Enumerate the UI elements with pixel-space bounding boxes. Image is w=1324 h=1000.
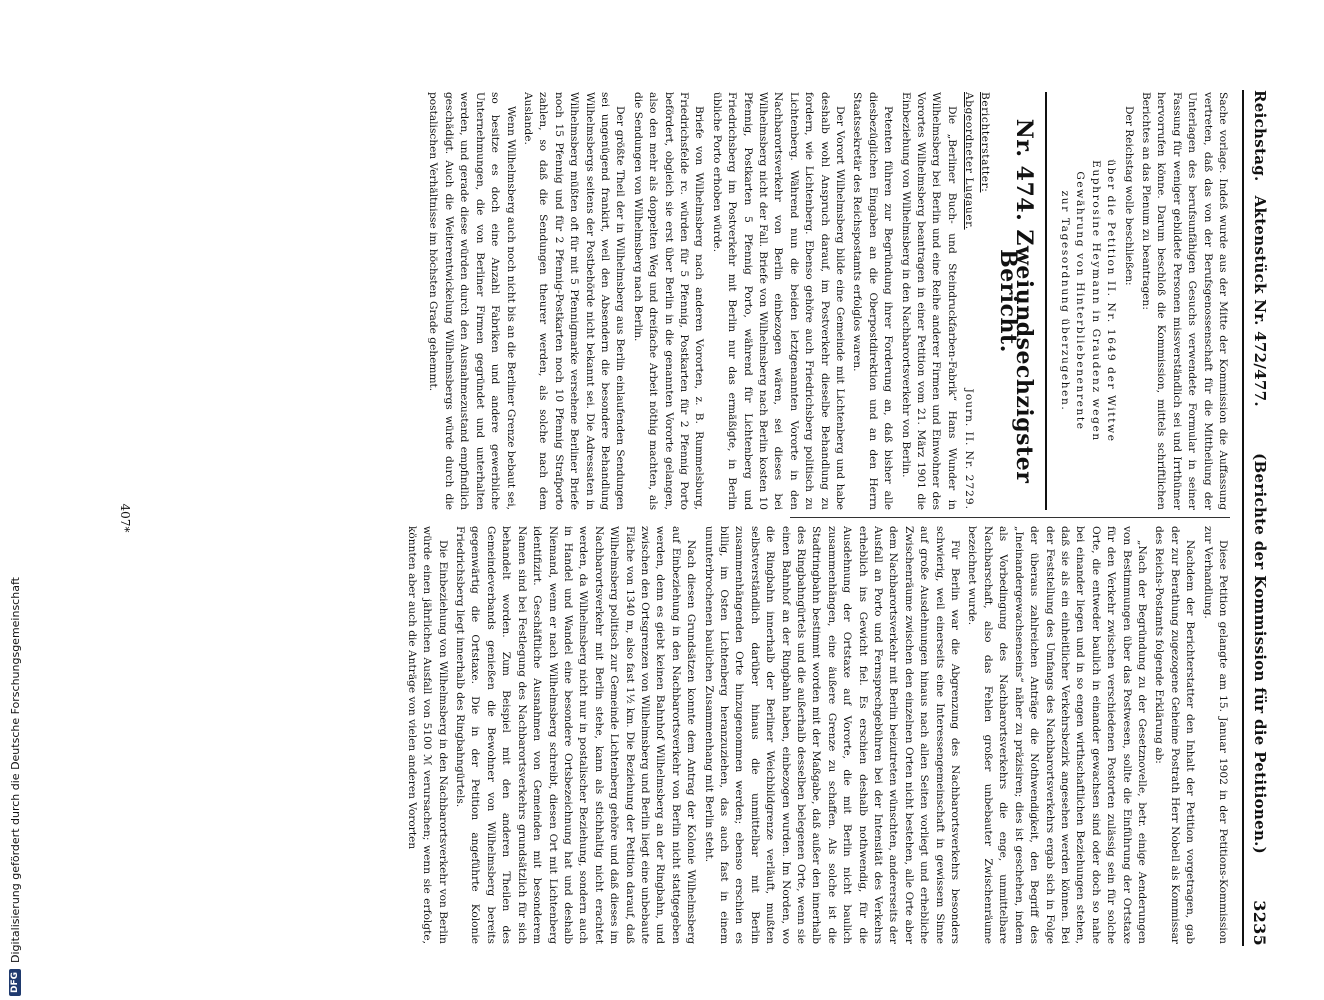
resolution-line: Der Reichstag wolle beschließen: [1122, 106, 1135, 286]
digitization-credit [2, 0, 28, 1000]
body-paragraph: „Nach der Begründung zu der Gesetznovelle, betr. einige Aenderungen von Bestimmungen über das Postwesen, sollte die Einführung der Ortstaxe für den Verkehr zwischen verschiedenen Postorten zulässig sein für solche Orte, die entweder baulich in einander gewachsen sind oder doch so nahe bei einander liegen und in so engen wirthschaftlichen Beziehungen stehen, daß sie als ein einheitlicher Verkehrsbezirk angesehen werden können. Bei der Feststellung des Umfangs des Nachbarortsverkehrs ergab sich in Folge der überaus zahlreichen Anträge die Nothwendigkeit, den Begriff des „Ineinandergewachsenseins“ näher zu präzisiren; dies ist geschehen, indem als Vorbedingung des Nachbarortsverkehrs die enge, unmittelbare Nachbarschaft, also das Fehlen großer unbebauter Zwischenräume bezeichnet wurde. [966, 526, 1148, 944]
rapporteur-label: Berichterstatter: [978, 92, 991, 193]
credit-strip [2, 0, 28, 1000]
body-paragraph: Für Berlin war die Abgrenzung des Nachbarortsverkehrs besonders schwierig, weil einerseits eine Interessengemeinschaft in gewissem Sinne auf große Ausdehnungen hinaus nach allen Seiten vorliegt und erhebliche Zwischenräume zwischen den einzelnen Orten nicht bestehen, alle Orte aber dem Nachbarortsverkehr mit Berlin beizutreten wünschten, andererseits der Ausfall an Porto und Fernsprechgebühren bei der Intensität des Verkehrs erheblich ins Gewicht fiel. Es erschien deshalb nothwendig, für die Ausdehnung der Ortstaxe auf Vororte, die mit Berlin nicht baulich zusammenhängen, eine äußere Grenze zu schaffen. Als solche ist die Stadtringbahn bestimmt worden mit der Maßgabe, daß außer den innerhalb des Ringbahngürtels und die außerhalb desselben belegenen Orte, wenn sie einen Bahnhof an der Ringbahn haben, einbezogen wurden. Im Norden, wo die Ringbahn innerhalb der Berliner Weichbildgrenze verläuft, mußten selbstverständlich darüber hinaus die unmittelbar mit Berlin zusammenhängenden Orte hinzugenommen werden; ebenso erschien es billig, im Osten Lichtenberg heranzuziehen, das auch fast in einem ununterbrochenen baulichen Zusammenhang mit Berlin steht. [702, 526, 962, 944]
body-paragraph: Der größte Theil der in Wilhelmsberg aus Berlin einlaufenden Sendungen sei ungenügend frankirt, weil den Absendern die besondere Behandlung Wilhelmsbergs seitens der Postbehörde nicht bekannt sei. Die Adressaten in Wilhelmsberg müßten oft für mit 5 Pfennigmarke versehene Berliner Briefe noch 15 Pfennig und für 2 Pfennig-Postkarten noch 10 Pfennig Strafporto zahlen, so daß die Sendungen theurer werden, als solche nach dem Auslande. [521, 92, 627, 510]
petition-block [1057, 116, 1119, 486]
body-paragraph: Der Vorort Wilhelmsberg bilde eine Gemeinde mit Lichtenberg und habe deshalb wohl Anspruch darauf, im Postverkehr dieselbe Behandlung zu fordern, wie Lichtenberg. Ebenso gehöre auch Friedrichsberg politisch zu Lichtenberg. Während nun die beiden letztgenannten Vororte in den Nachbarortsverkehr von Berlin einbezogen wären, sei dieses bei Wilhelmsberg nicht der Fall. Briefe von Wilhelmsberg nach Berlin kosten 10 Pfennig, Postkarten 5 Pfennig Porto, während für Lichtenberg und Friedrichsberg im Postverkehr mit Berlin nur das ermäßigte, in Berlin übliche Porto erhoben würde. [710, 92, 847, 510]
rapporteur-name: Abgeordneter Lugauer. [963, 92, 976, 230]
petition-line: über die Petition II. Nr. 1649 der Wittwe [1105, 159, 1118, 443]
journal-reference: Journ. II. Nr. 2729. [963, 388, 976, 510]
body-paragraph: Nachdem der Berichterstatter den Inhalt der Petition vorgetragen, gab der zur Berathung zugezogene Geheime Postrath Herr Nobell als Kommissar des Reichs-Postamts folgende Erklärung ab: [1153, 526, 1197, 944]
right-column [401, 526, 1230, 944]
column-divider [790, 517, 1230, 518]
header-section: (Berichte der Kommission für die Petitionen.) [1251, 453, 1269, 855]
header-left [1251, 90, 1269, 407]
rapporteur-row [961, 92, 992, 510]
petition-line: Gewährung von Hinterbliebenenrente [1074, 171, 1087, 431]
body-paragraph: Briefe von Wilhelmsberg nach anderen Vororten, z. B. Rummelsburg, Friedrichsfelde rc. würden für 5 Pfennig, Postkarten für 2 Pfennig Porto befördert, obgleich sie erst über Berlin in die genannten Vororte gelangen, also den mehr als doppelten Weg und dreifache Arbeit nöthig machten, als die Sendungen von Wilhelmsberg nach Berlin. [631, 92, 706, 510]
section-title: Nr. 474. Zweiundsechzigster Bericht. [1000, 92, 1047, 510]
body-paragraph: Nach diesen Grundsätzen konnte dem Antrag der Kolonie Wilhelmsberg auf Einbeziehung in den Nachbarortsverkehr von Berlin nicht stattgegeben werden, denn es giebt keinen Bahnhof Wilhelmsberg an der Ringbahn, und zwischen den Ortsgrenzen von Wilhelmsberg und Berlin liegt eine unbebaute Fläche von 1340 m, also fast 1½ km. Die Beziehung der Petition darauf, daß Wilhelmsberg politisch zur Gemeinde Lichtenberg gehöre und daß dieses im Nachbarortsverkehr mit Berlin stehe, kann als stichhaltig nicht erachtet werden, da Wilhelmsberg nicht nur in postalischer Beziehung, sondern auch in Handel und Wandel eine besondere Ortsbezeichnung hat und deshalb Niemand, wenn er nach Wilhelmsberg schreibt, diesen Ort mit Lichtenberg identifizirt. Geschäftliche Ausnahmen von Gemeinden mit besonderem Namen sind bei Festlegung des Nachbarortsverkehrs grundsätzlich für sich behandelt worden. Zum Beispiel mit den anderen Theilen des Gemeindeverbands genießen die Bewohner von Wilhelmsberg bereits gegenwärtig die Ortstaxe. Die in der Petition angeführte Kolonie Friedrichsberg liegt innerhalb des Ringbahngürtels. [454, 526, 698, 944]
body-paragraph: Wenn Wilhelmsberg auch noch nicht bis an die Berliner Grenze bebaut sei, so besitze es doch eine Anzahl Fabriken und andere gewerbliche Unternehmungen, die von Berliner Firmen gegründet und unterhalten werden, und gerade diese würden durch den Ausnahmezustand empfindlich geschädigt. Auch die Weiterentwickelung Wilhelmsbergs würde durch die postalischen Verhältnisse im höchsten Grade gehemmt. [427, 92, 517, 510]
page-header [1242, 90, 1276, 946]
petition-line: Euphrosine Heymann in Graudenz wegen [1089, 160, 1102, 442]
credit-text: Digitalisierung gefördert durch die Deutsche Forschungsgemeinschaft [8, 577, 22, 963]
dfg-logo: DFG [9, 969, 21, 996]
header-reichstag: Reichstag. [1251, 90, 1269, 182]
intro-paragraph: Sache vorlage. Indeß wurde aus der Mitte der Kommission die Auffassung vertreten, daß das von der Berufsgenossenschaft für die Mittheilung der Unterlagen des berufsunfähigen Gesuchs verwendete Formular in seiner Fassung für weniger gebildete Personen missverständlich sei und Irrthümer hervorrufen könne. Darum beschloß die Kommission, mittels schriftlichen Berichtes an das Plenum zu beantragen: [1139, 92, 1229, 510]
body-paragraph: Die „Berliner Buch- und Steindruckfarben-Fabrik“ Hans Wunder in Wilhelmsberg bei Berlin und eine Reihe anderer Firmen und Einwohner des Vorortes Wilhelmsberg beantragen in einer Petition vom 21. März 1901 die Einbeziehung von Wilhelmsberg in den Nachbarortsverkehr von Berlin. [899, 92, 958, 510]
left-column [423, 92, 1230, 510]
page-footer-mark: 407* [118, 503, 132, 533]
body-paragraph: Diese Petition gelangte am 15. Januar 1902 in der Petitions-Kommission zur Verhandlung. [1201, 526, 1229, 944]
body-paragraph: Petenten führen zur Begründung ihrer Forderung an, daß bisher alle diesbezüglichen Eingaben an die Oberpostdirektion und an den Herrn Staatssekretär des Reichspostamts erfolglos waren. [851, 92, 895, 510]
header-aktenstueck: Aktenstück Nr. 472/477. [1251, 195, 1269, 407]
petition-line: zur Tagesordnung überzugehen. [1058, 190, 1071, 412]
scanned-page-frame [88, 78, 1282, 958]
document-page [88, 78, 1282, 958]
page-number: 3235 [1250, 900, 1270, 946]
body-paragraph: Die Einbeziehung von Wilhelmsberg in den Nachbarortsverkehr von Berlin würde einen jährlichen Ausfall von 5100 ℳ verursachen; wenn sie erfolgte, könnten aber auch die Anträge von vielen anderen Vororten [405, 526, 449, 944]
